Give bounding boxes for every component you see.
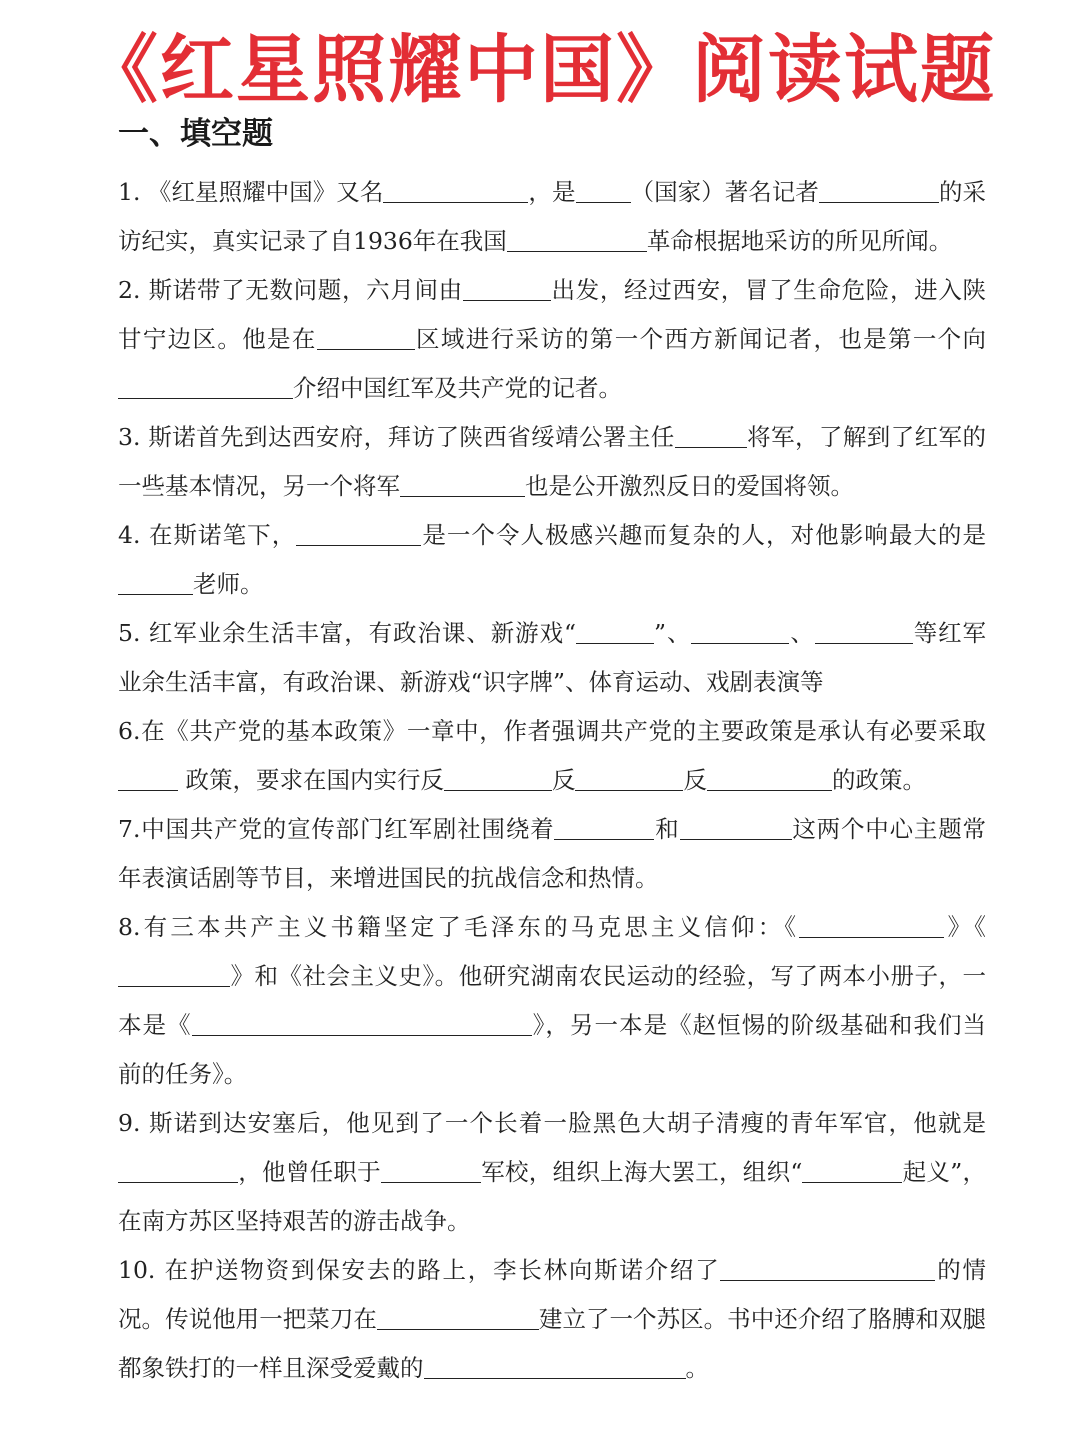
answer-blank[interactable] bbox=[383, 177, 528, 203]
question-text: 8.有三本共产主义书籍坚定了毛泽东的马克思主义信仰：《 bbox=[118, 913, 800, 941]
answer-blank[interactable] bbox=[118, 1157, 238, 1183]
question-text: 等红军业余生活丰富，有政治课、新游戏“识字牌”、体育运动、戏剧表演等 bbox=[118, 619, 987, 696]
question-text: 反 bbox=[551, 766, 576, 794]
answer-blank[interactable] bbox=[192, 1010, 532, 1036]
question-6 bbox=[118, 707, 986, 805]
answer-blank[interactable] bbox=[444, 765, 552, 791]
answer-blank[interactable] bbox=[576, 177, 631, 203]
question-text: 军校，组织上海大罢工，组织“ bbox=[480, 1158, 803, 1186]
answer-blank[interactable] bbox=[554, 814, 654, 840]
question-text: 》，另一本是《赵恒惕的阶级基础和我们当前的任务》。 bbox=[118, 1011, 987, 1088]
question-text: 3. 斯诺首先到达西安府，拜访了陕西省绥靖公署主任 bbox=[118, 423, 675, 451]
answer-blank[interactable] bbox=[576, 618, 654, 644]
question-text: 的情况。传说他用一把菜刀在 bbox=[118, 1256, 987, 1333]
answer-blank[interactable] bbox=[377, 1304, 539, 1330]
answer-blank[interactable] bbox=[799, 912, 944, 938]
question-list bbox=[118, 168, 986, 1393]
question-text: ”、 bbox=[654, 619, 692, 647]
answer-blank[interactable] bbox=[680, 814, 792, 840]
question-text: 也是公开激烈反日的爱国将领。 bbox=[525, 472, 854, 500]
question-text: 1. 《红星照耀中国》又名 bbox=[118, 178, 384, 206]
question-7 bbox=[118, 805, 986, 903]
question-10 bbox=[118, 1246, 986, 1393]
question-text: 10. 在护送物资到保安去的路上，李长林向斯诺介绍了 bbox=[118, 1256, 721, 1284]
question-text: 出发，经过西安，冒了生命危险，进入陕甘宁边区。他是在 bbox=[118, 276, 986, 353]
question-text: ，是 bbox=[528, 178, 576, 206]
question-text: 革命根据地采访的所见所闻。 bbox=[646, 227, 953, 255]
answer-blank[interactable] bbox=[463, 275, 551, 301]
question-2 bbox=[118, 266, 986, 413]
question-text: 2. 斯诺带了无数问题，六月间由 bbox=[118, 276, 463, 304]
question-text: 9. 斯诺到达安塞后，他见到了一个长着一脸黑色大胡子清瘦的青年军官，他就是 bbox=[118, 1109, 986, 1137]
question-text: 介绍中国红军及共产党的记者。 bbox=[293, 374, 622, 402]
question-text: 老师。 bbox=[193, 570, 264, 598]
question-3 bbox=[118, 413, 986, 511]
question-4 bbox=[118, 511, 986, 609]
question-9 bbox=[118, 1099, 986, 1246]
question-1 bbox=[118, 168, 986, 266]
answer-blank[interactable] bbox=[424, 1353, 686, 1379]
page-title: 《红星照耀中国》阅读试题 bbox=[84, 27, 996, 113]
answer-blank[interactable] bbox=[118, 961, 230, 987]
question-text: 是一个令人极感兴趣而复杂的人，对他影响最大的是 bbox=[421, 521, 986, 549]
answer-blank[interactable] bbox=[507, 226, 647, 252]
question-text: 区域进行采访的第一个西方新闻记者，也是第一个向 bbox=[414, 325, 987, 353]
question-text: 这两个中心主题常年表演话剧等节目，来增进国民的抗战信念和热情。 bbox=[118, 815, 987, 892]
answer-blank[interactable] bbox=[819, 177, 939, 203]
question-text: 和 bbox=[654, 815, 680, 843]
answer-blank[interactable] bbox=[691, 618, 789, 644]
question-text: 的采访纪实，真实记录了自1936年在我国 bbox=[118, 178, 987, 255]
answer-blank[interactable] bbox=[296, 520, 421, 546]
question-text: 》《 bbox=[944, 913, 987, 941]
question-text: （国家）著名记者 bbox=[630, 178, 819, 206]
question-text: 7.中国共产党的宣传部门红军剧社围绕着 bbox=[118, 815, 555, 843]
answer-blank[interactable] bbox=[802, 1157, 902, 1183]
answer-blank[interactable] bbox=[381, 1157, 481, 1183]
question-text: ，他曾任职于 bbox=[238, 1158, 381, 1186]
question-text: 政策，要求在国内实行反 bbox=[178, 766, 444, 794]
answer-blank[interactable] bbox=[675, 422, 747, 448]
question-8 bbox=[118, 903, 986, 1099]
question-5 bbox=[118, 609, 986, 707]
answer-blank[interactable] bbox=[707, 765, 832, 791]
section-heading: 一、填空题 bbox=[118, 116, 273, 152]
answer-blank[interactable] bbox=[317, 324, 415, 350]
question-text: 、 bbox=[789, 619, 815, 647]
answer-blank[interactable] bbox=[400, 471, 525, 497]
answer-blank[interactable] bbox=[118, 569, 193, 595]
question-text: 4. 在斯诺笔下， bbox=[118, 521, 297, 549]
question-text: 6.在《共产党的基本政策》一章中，作者强调共产党的主要政策是承认有必要采取 bbox=[118, 717, 986, 745]
question-text: 。 bbox=[685, 1354, 709, 1382]
answer-blank[interactable] bbox=[575, 765, 683, 791]
question-text: 建立了一个苏区。书中还介绍了胳膊和双腿都象铁打的一样且深受爱戴的 bbox=[118, 1305, 987, 1382]
question-text: 将军，了解到了红军的一些基本情况，另一个将军 bbox=[118, 423, 986, 500]
answer-blank[interactable] bbox=[118, 765, 178, 791]
question-text: 反 bbox=[683, 766, 707, 794]
question-text: 起义”，在南方苏区坚持艰苦的游击战争。 bbox=[118, 1158, 987, 1235]
question-text: 的政策。 bbox=[831, 766, 926, 794]
answer-blank[interactable] bbox=[118, 373, 293, 399]
question-text: 》和《社会主义史》。他研究湖南农民运动的经验，写了两本小册子，一本是《 bbox=[118, 962, 986, 1039]
question-text: 5. 红军业余生活丰富，有政治课、新游戏“ bbox=[118, 619, 577, 647]
answer-blank[interactable] bbox=[815, 618, 913, 644]
answer-blank[interactable] bbox=[720, 1255, 935, 1281]
